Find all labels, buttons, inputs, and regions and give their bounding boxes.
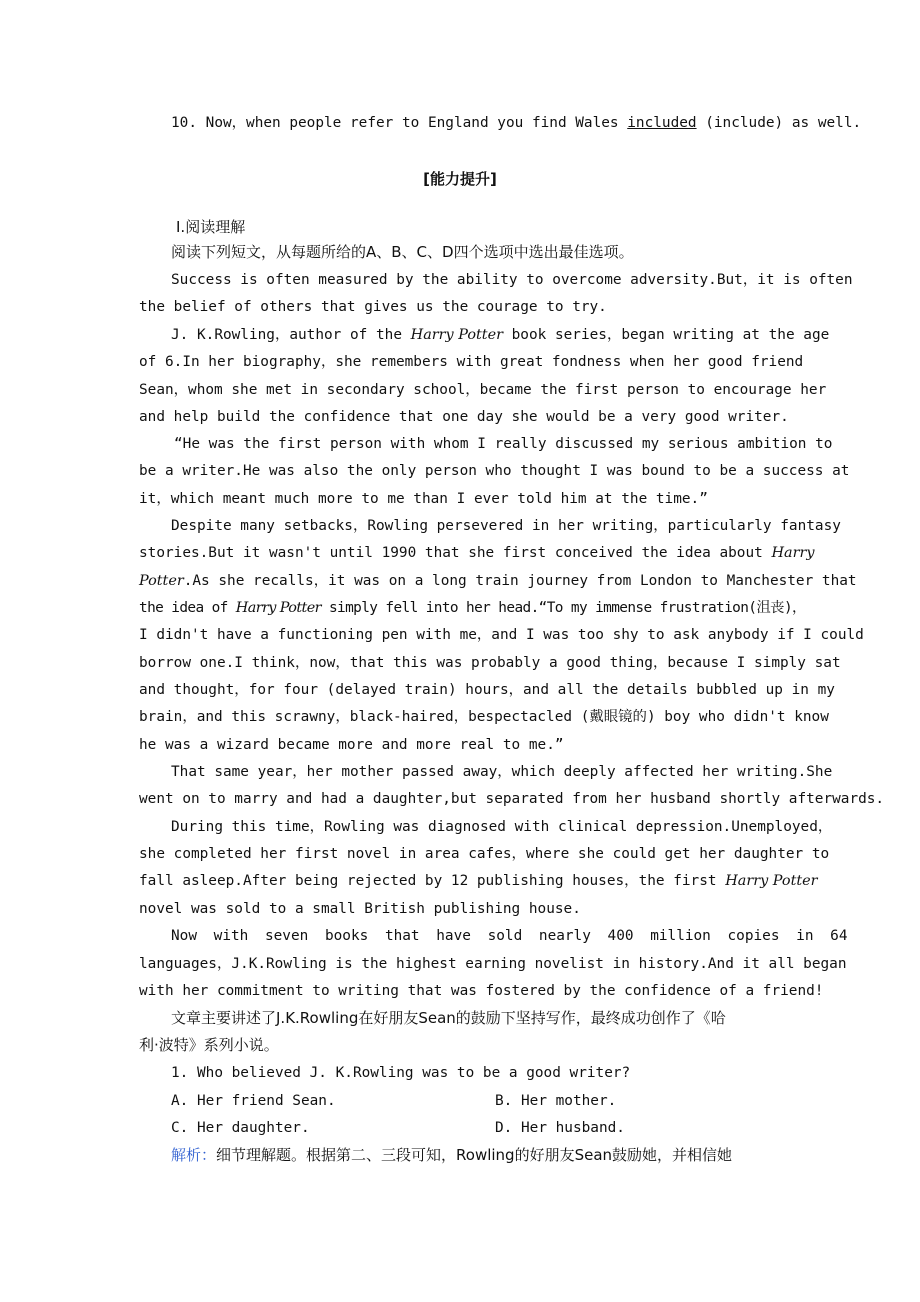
section-title: Ⅰ.阅读理解 [176,218,246,236]
book-title: Harry [771,545,815,561]
paragraph-line: with her commitment to writing that was fostered by the confidence of a friend! [139,983,824,999]
section-heading: [能力提升] [423,170,497,188]
paragraph-line: Sean，whom she met in secondary school，became the first person to encourage her [139,382,827,398]
paragraph-line: and help build the confidence that one day she would be a very good writer. [139,409,789,425]
paragraph-line: and thought，for four (delayed train) hours，and all the details bubbled up in my [139,682,835,698]
paragraph-line: stories.But it wasn't until 1990 that she first conceived the idea about Harry [139,545,815,561]
paragraph-line: “He was the first person with whom I really discussed my serious ambition to [174,436,833,452]
paragraph-line: he was a wizard became more and more real to me.” [139,737,564,753]
paragraph-line: Despite many setbacks，Rowling persevered in her writing，particularly fantasy [171,518,841,534]
paragraph-line: Success is often measured by the ability to overcome adversity.But，it is often [171,272,853,288]
book-title: Harry Potter [235,600,321,616]
paragraph-line: went on to marry and had a daughter,but separated from her husband shortly afterwards. [139,791,885,807]
paragraph-line: be a writer.He was also the only person who thought I was bound to be a success at [139,463,850,479]
paragraph-line: That same year，her mother passed away，which deeply affected her writing.She [171,764,833,780]
paragraph-line: J. K.Rowling，author of the Harry Potter book series，began writing at the age [171,327,830,343]
summary-line: 文章主要讲述了J.K.Rowling在好朋友Sean的鼓励下坚持写作，最终成功创作了《哈 [171,1009,726,1027]
book-title: Potter [139,573,184,589]
analysis-label: 解析： [171,1146,217,1164]
paragraph-line: languages，J.K.Rowling is the highest earning novelist in history.And it all began [139,956,847,972]
book-title: Harry Potter [410,327,503,343]
paragraph-line: the idea of Harry Potter simply fell into her head.“To my immense frustration(沮丧)， [139,600,806,616]
option-d: D. Her husband. [495,1120,625,1136]
paragraph-line: Now with seven books that have sold nearly 400 million copies in 64 [171,928,848,944]
analysis: 解析：细节理解题。根据第二、三段可知，Rowling的好朋友Sean鼓励她，并相信她 [171,1146,733,1164]
paragraph-line: brain，and this scrawny，black-haired，bespectacled (戴眼镜的) boy who didn't know [139,709,829,725]
option-b: B. Her mother. [495,1093,617,1109]
paragraph-line: borrow one.I think，now，that this was probably a good thing，because I simply sat [139,655,841,671]
question-10: 10. Now，when people refer to England you find Wales included (include) as well. [171,115,862,131]
option-a: A. Her friend Sean. [171,1093,336,1109]
summary-line: 利·波特》系列小说。 [139,1036,279,1054]
paragraph-line: novel was sold to a small British publishing house. [139,901,581,917]
question-stem: 1. Who believed J. K.Rowling was to be a good writer? [171,1065,631,1081]
paragraph-line: of 6.In her biography，she remembers with great fondness when her good friend [139,354,804,370]
instruction: 阅读下列短文，从每题所给的A、B、C、D四个选项中选出最佳选项。 [171,243,634,261]
paragraph-line: I didn't have a functioning pen with me，and I was too shy to ask anybody if I could [139,627,864,643]
paragraph-line: the belief of others that gives us the courage to try. [139,299,607,315]
paragraph-line: Potter.As she recalls，it was on a long train journey from London to Manchester that [139,573,857,589]
option-c: C. Her daughter. [171,1120,310,1136]
paragraph-line: it，which meant much more to me than I ever told him at the time.” [139,491,708,507]
book-title: Harry Potter [725,873,818,889]
paragraph-line: she completed her first novel in area cafes，where she could get her daughter to [139,846,830,862]
paragraph-line: fall asleep.After being rejected by 12 publishing houses，the first Harry Potter [139,873,818,889]
answer-included: included [627,115,697,131]
paragraph-line: During this time，Rowling was diagnosed with clinical depression.Unemployed， [171,819,833,835]
